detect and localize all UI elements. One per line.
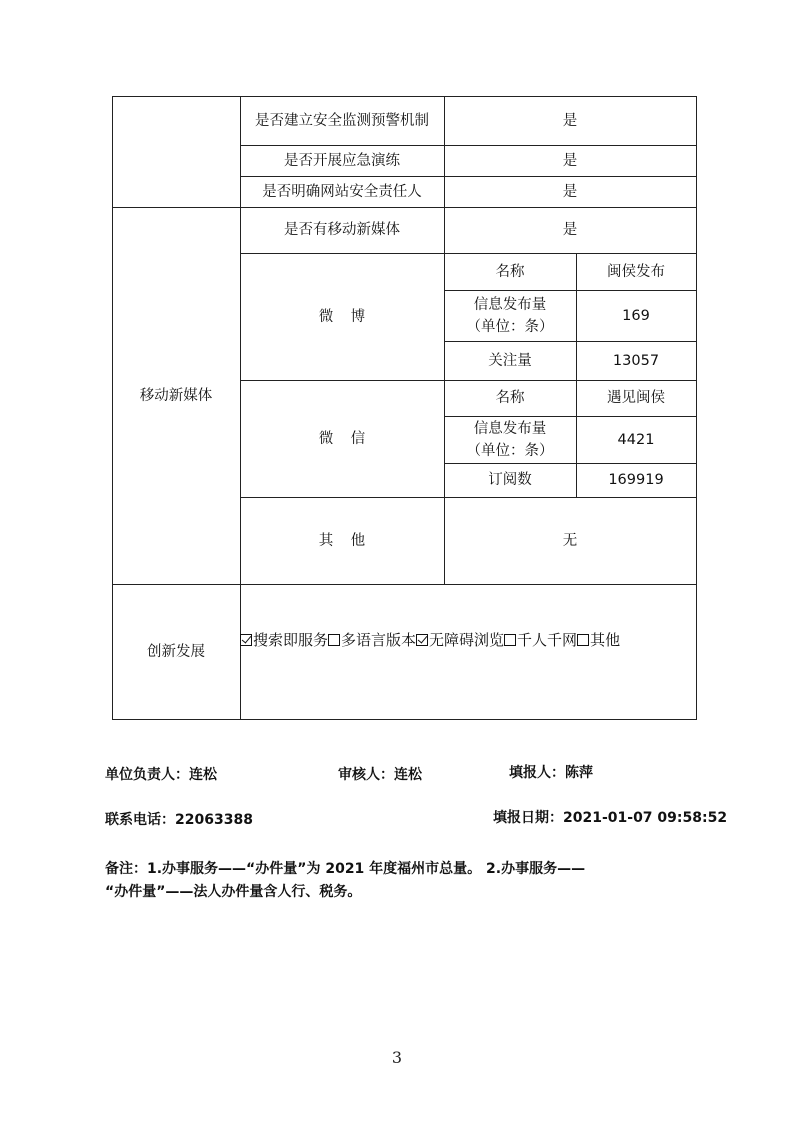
wechat-subs-label: 订阅数 [488, 472, 532, 488]
reviewer: 审核人：连松 [338, 767, 422, 783]
innovation-option[interactable] [328, 629, 416, 650]
contact-phone: 联系电话：22063388 [105, 812, 253, 828]
has-mobile-media-value: 是 [562, 222, 578, 238]
checked-box-icon[interactable] [416, 634, 428, 646]
other-media-value: 无 [562, 532, 578, 549]
innovation-option[interactable] [577, 629, 620, 650]
filler: 填报人：陈萍 [509, 765, 593, 781]
innovation-option[interactable] [504, 629, 577, 650]
weibo-label: 微博 [318, 308, 383, 325]
weibo-posts-label: 信息发布量 （单位：条） [466, 296, 554, 335]
mobile-media-section-label: 移动新媒体 [139, 387, 213, 404]
wechat-name-value: 遇见闽侯 [607, 390, 665, 406]
security-owner-value: 是 [562, 183, 578, 200]
weibo-posts-value: 169 [622, 307, 650, 324]
innovation-option-label: 其他 [590, 631, 621, 649]
report-date: 填报日期：2021-01-07 09:58:52 [493, 810, 728, 826]
innovation-label: 创新发展 [147, 643, 205, 660]
unchecked-box-icon[interactable] [577, 634, 589, 646]
wechat-posts-value: 4421 [617, 431, 655, 448]
innovation-option[interactable] [416, 629, 504, 650]
alert-mechanism-value: 是 [562, 112, 578, 129]
has-mobile-media-label: 是否有移动新媒体 [284, 222, 400, 238]
weibo-followers-label: 关注量 [488, 352, 532, 369]
note-line-2: “办件量”——法人办件量含人行、税务。 [105, 884, 362, 900]
alert-mechanism-label: 是否建立安全监测预警机制 [255, 112, 429, 129]
checked-box-icon[interactable] [240, 634, 252, 646]
innovation-option-label: 多语言版本 [341, 631, 417, 649]
weibo-followers-value: 13057 [612, 352, 660, 369]
note-line-1: 备注：1.办事服务——“办件量”为 2021 年度福州市总量。 2.办事服务—— [105, 861, 586, 877]
innovation-option[interactable] [240, 629, 328, 650]
emergency-drill-label: 是否开展应急演练 [284, 152, 400, 169]
innovation-option-label: 无障碍浏览 [429, 631, 505, 649]
innovation-option-label: 搜索即服务 [253, 631, 329, 649]
media-security-table [112, 96, 697, 720]
wechat-subs-value: 169919 [608, 472, 664, 488]
innovation-option-label: 千人千网 [517, 631, 578, 649]
weibo-name-label: 名称 [495, 263, 525, 280]
innovation-options [240, 629, 620, 650]
page-number: 3 [391, 1048, 403, 1067]
responsible-person: 单位负责人：连松 [105, 767, 217, 783]
unchecked-box-icon[interactable] [504, 634, 516, 646]
wechat-label: 微信 [318, 430, 383, 447]
wechat-name-label: 名称 [495, 390, 525, 406]
weibo-name-value: 闽侯发布 [607, 263, 665, 280]
wechat-posts-label: 信息发布量 （单位：条） [466, 420, 554, 459]
emergency-drill-value: 是 [562, 152, 578, 169]
other-media-label: 其他 [318, 532, 383, 549]
unchecked-box-icon[interactable] [328, 634, 340, 646]
security-owner-label: 是否明确网站安全责任人 [262, 183, 422, 200]
